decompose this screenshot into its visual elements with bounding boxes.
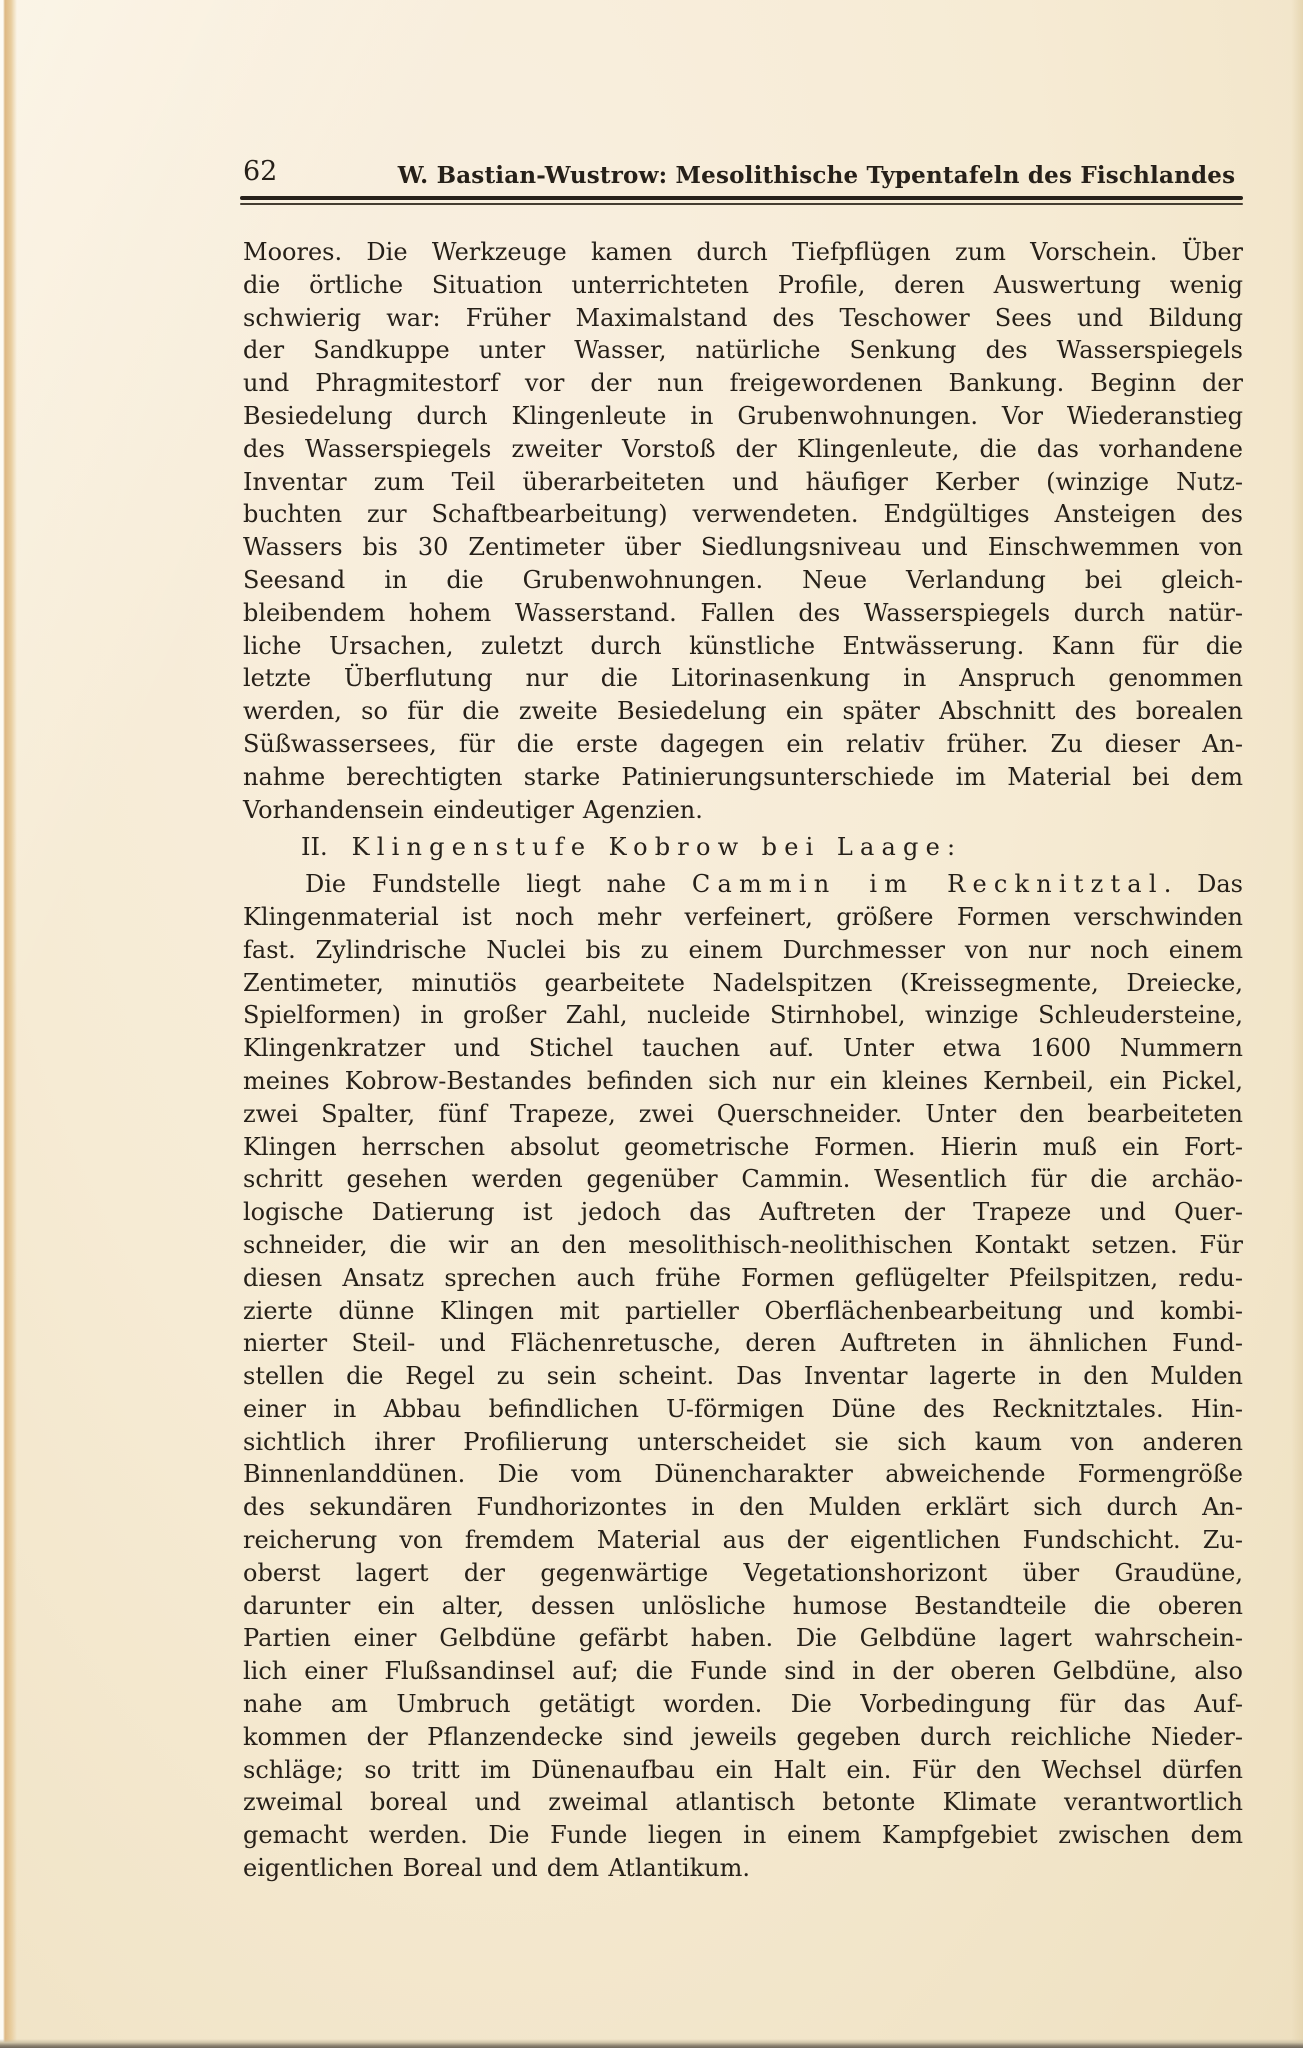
text-line: letzte Überflutung nur die Litorinasenkung in Anspruch genommen — [243, 664, 1243, 693]
text-line: und Phragmitestorf vor der nun freigewordenen Bankung. Beginn der — [243, 369, 1243, 398]
text-line: Spielformen) in großer Zahl, nucleide Stirnhobel, winzige Schleudersteine, — [243, 1001, 1243, 1030]
running-header: W. Bastian-Wustrow: Mesolithische Typentafeln des Fischlandes — [397, 162, 1236, 189]
text-line: buchten zur Schaftbearbeitung) verwendeten. Endgültiges Ansteigen des — [243, 500, 1243, 529]
text-line: nierter Steil- und Flächenretusche, deren Auftreten in ähnlichen Fund- — [243, 1329, 1243, 1358]
text-line: des sekundären Fundhorizontes in den Mulden erklärt sich durch An- — [243, 1493, 1243, 1522]
text-line: sichtlich ihrer Profilierung unterscheidet sie sich kaum von anderen — [243, 1427, 1243, 1456]
text-line: meines Kobrow-Bestandes befinden sich nur ein kleines Kernbeil, ein Pickel, — [243, 1066, 1243, 1095]
section-numeral: II. — [301, 833, 328, 862]
header-rule-thin-line — [240, 203, 1243, 205]
text-line: liche Ursachen, zuletzt durch künstliche Entwässerung. Kann für die — [243, 631, 1243, 660]
text-line: Wassers bis 30 Zentimeter über Siedlungsniveau und Einschwemmen von — [243, 533, 1243, 562]
text-line: schläge; so tritt im Dünenaufbau ein Halt ein. Für den Wechsel dürfen — [243, 1755, 1243, 1784]
text-line: oberst lagert der gegenwärtige Vegetationshorizont über Graudüne, — [243, 1558, 1243, 1587]
text-line: Binnenlanddünen. Die vom Dünencharakter abweichende Formengröße — [243, 1460, 1243, 1489]
page-number: 62 — [243, 156, 278, 187]
text-line: des Wasserspiegels zweiter Vorstoß der Klingenleute, die das vorhandene — [243, 434, 1243, 463]
text-line: Besiedelung durch Klingenleute in Grubenwohnungen. Vor Wiederanstieg — [243, 401, 1243, 430]
text-line: darunter ein alter, dessen unlösliche humose Bestandteile die oberen — [243, 1591, 1243, 1620]
text-line: Moores. Die Werkzeuge kamen durch Tiefpflügen zum Vorschein. Über — [243, 238, 1243, 266]
text-line: nahme berechtigten starke Patinierungsunterschiede im Material bei dem — [243, 762, 1243, 791]
paragraph-2-tail: Das — [1197, 870, 1243, 899]
place-name-spaced: Cammin im Recknitztal — [691, 870, 1164, 899]
text-line: lich einer Flußsandinsel auf; die Funde sind in der oberen Gelbdüne, also — [243, 1657, 1243, 1686]
header-rule — [240, 196, 1243, 205]
paragraph-2-lead: Die Fundstelle liegt nahe — [305, 870, 692, 899]
text-line: schneider, die wir an den mesolithisch-neolithischen Kontakt setzen. Für — [243, 1230, 1243, 1259]
paragraph-2-rest — [243, 901, 1243, 1885]
page-left-edge — [0, 0, 17, 2048]
text-line: zweimal boreal und zweimal atlantisch betonte Klimate verantwortlich — [243, 1788, 1243, 1817]
paragraph-2-after-punct: . — [1163, 870, 1198, 899]
text-line: Klingenkratzer und Stichel tauchen auf. Unter etwa 1600 Nummern — [243, 1034, 1243, 1063]
text-line: Inventar zum Teil überarbeiteten und häufiger Kerber (winzige Nutz- — [243, 467, 1243, 496]
text-line: fast. Zylindrische Nuclei bis zu einem Durchmesser von nur noch einem — [243, 935, 1243, 964]
text-line: Süßwassersees, für die erste dagegen ein relativ früher. Zu dieser An- — [243, 729, 1243, 758]
page-bottom-edge — [0, 2039, 1303, 2048]
text-line: bleibendem hohem Wasserstand. Fallen des Wasserspiegels durch natür- — [243, 598, 1243, 627]
text-line — [243, 868, 1243, 901]
paragraph-2 — [243, 868, 1243, 1885]
page-right-edge — [1291, 0, 1303, 2048]
text-line: Partien einer Gelbdüne gefärbt haben. Die Gelbdüne lagert wahrschein- — [243, 1624, 1243, 1653]
text-line: die örtliche Situation unterrichteten Profile, deren Auswertung wenig — [243, 270, 1243, 299]
text-line: schritt gesehen werden gegenüber Cammin. Wesentlich für die archäo- — [243, 1165, 1243, 1194]
text-line: Seesand in die Grubenwohnungen. Neue Verlandung bei gleich- — [243, 565, 1243, 594]
paragraph-1 — [243, 236, 1243, 826]
text-line: zwei Spalter, fünf Trapeze, zwei Querschneider. Unter den bearbeiteten — [243, 1099, 1243, 1128]
text-line: schwierig war: Früher Maximalstand des Teschower Sees und Bildung — [243, 303, 1243, 332]
header-rule-thick-line — [240, 196, 1243, 200]
section-heading — [243, 831, 1243, 864]
text-line: logische Datierung ist jedoch das Auftreten der Trapeze und Quer- — [243, 1198, 1243, 1227]
text-line: der Sandkuppe unter Wasser, natürliche Senkung des Wasserspiegels — [243, 336, 1243, 365]
text-line: gemacht werden. Die Funde liegen in einem Kampfgebiet zwischen dem — [243, 1821, 1243, 1850]
text-line: kommen der Pflanzendecke sind jeweils gegeben durch reichliche Nieder- — [243, 1722, 1243, 1751]
text-line: Klingen herrschen absolut geometrische Formen. Hierin muß ein Fort- — [243, 1132, 1243, 1161]
text-line: zierte dünne Klingen mit partieller Oberflächenbearbeitung und kombi- — [243, 1296, 1243, 1325]
text-line: eigentlichen Boreal und dem Atlantikum. — [243, 1854, 751, 1883]
text-line: Zentimeter, minutiös gearbeitete Nadelspitzen (Kreissegmente, Dreiecke, — [243, 968, 1243, 997]
text-line: Vorhandensein eindeutiger Agenzien. — [243, 795, 703, 824]
section-heading-text: Klingenstufe Kobrow bei Laage: — [351, 833, 963, 862]
text-line: stellen die Regel zu sein scheint. Das Inventar lagerte in den Mulden — [243, 1362, 1243, 1391]
text-line: diesen Ansatz sprechen auch frühe Formen geflügelter Pfeilspitzen, redu- — [243, 1263, 1243, 1292]
text-line: einer in Abbau befindlichen U-förmigen Düne des Recknitztales. Hin- — [243, 1394, 1243, 1423]
text-line: Klingenmaterial ist noch mehr verfeinert, größere Formen verschwinden — [243, 902, 1243, 931]
text-line: nahe am Umbruch getätigt worden. Die Vorbedingung für das Auf- — [243, 1690, 1243, 1719]
body-text — [243, 236, 1243, 1885]
text-line: werden, so für die zweite Besiedelung ein später Abschnitt des borealen — [243, 697, 1243, 726]
text-line: reicherung von fremdem Material aus der eigentlichen Fundschicht. Zu- — [243, 1526, 1243, 1555]
